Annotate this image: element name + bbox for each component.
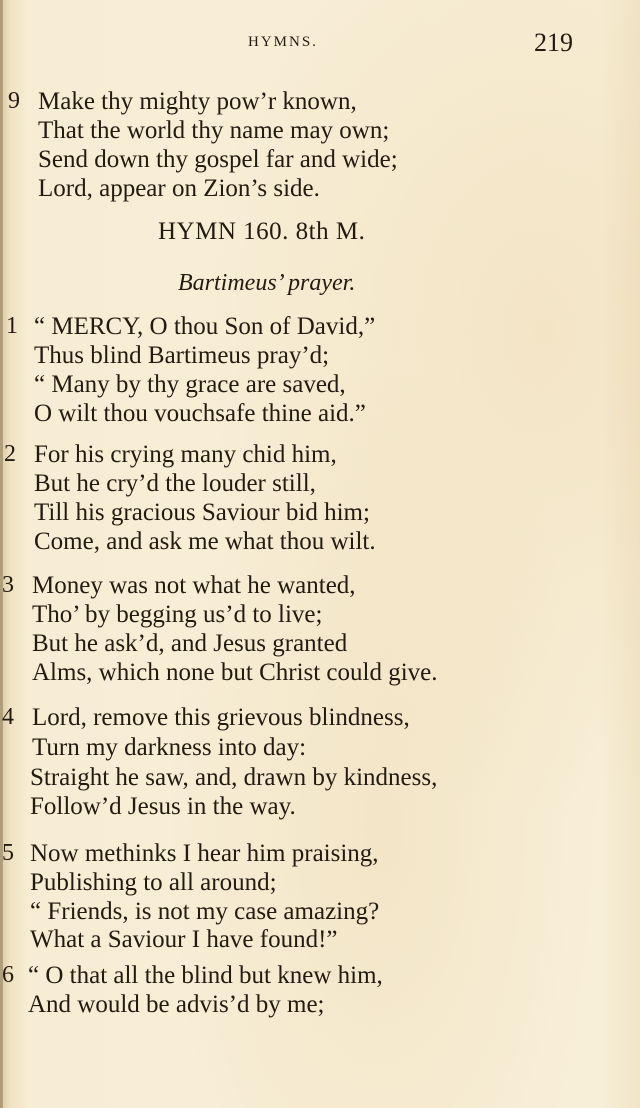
verse-line: Publishing to all around;: [30, 869, 277, 896]
verse-line: Tho’ by begging us’d to live;: [32, 601, 323, 628]
verse-line: Till his gracious Saviour bid him;: [34, 499, 370, 526]
verse-line: Lord, remove this grievous blindness,: [32, 704, 410, 731]
verse-line: “ MERCY, O thou Son of David,”: [34, 313, 376, 340]
page-number: 219: [534, 28, 573, 57]
verse-line: Lord, appear on Zion’s side.: [38, 175, 320, 202]
verse-line: Alms, which none but Christ could give.: [32, 659, 438, 686]
verse-line: Now methinks I hear him praising,: [30, 840, 379, 867]
verse-line: Straight he saw, and, drawn by kindness,: [30, 764, 438, 791]
verse-line: Money was not what he wanted,: [32, 572, 356, 599]
verse-line: But he cry’d the louder still,: [34, 470, 316, 497]
verse-line: “ O that all the blind but knew him,: [28, 962, 383, 989]
verse-line: Thus blind Bartimeus pray’d;: [34, 342, 330, 369]
hymn-title: HYMN 160. 8th M.: [158, 218, 366, 245]
stanza-number: 2: [4, 441, 16, 467]
verse-line: For his crying many chid him,: [34, 441, 337, 468]
stanza-number: 6: [2, 962, 14, 988]
stanza-number: 5: [2, 840, 14, 866]
verse-line: “ Many by thy grace are saved,: [34, 371, 346, 398]
hymn-subtitle: Bartimeus’ prayer.: [178, 270, 356, 296]
verse-line: But he ask’d, and Jesus granted: [32, 630, 348, 657]
verse-line: And would be advis’d by me;: [28, 991, 325, 1018]
verse-line: Turn my darkness into day:: [32, 734, 307, 761]
verse-line: Come, and ask me what thou wilt.: [34, 528, 376, 555]
verse-line: What a Saviour I have found!”: [30, 926, 338, 953]
verse-line: “ Friends, is not my case amazing?: [30, 898, 380, 925]
stanza-number: 4: [2, 704, 14, 730]
verse-line: That the world thy name may own;: [38, 117, 390, 144]
verse-line: O wilt thou vouchsafe thine aid.”: [34, 400, 366, 427]
verse-line: Send down thy gospel far and wide;: [38, 146, 398, 173]
stanza-number: 1: [6, 313, 18, 339]
binding-edge: [0, 0, 3, 1108]
stanza-number: 9: [8, 88, 20, 114]
stanza-number: 3: [2, 572, 14, 598]
verse-line: Follow’d Jesus in the way.: [30, 793, 296, 820]
running-head: HYMNS.: [248, 34, 318, 50]
verse-line: Make thy mighty pow’r known,: [38, 88, 357, 115]
